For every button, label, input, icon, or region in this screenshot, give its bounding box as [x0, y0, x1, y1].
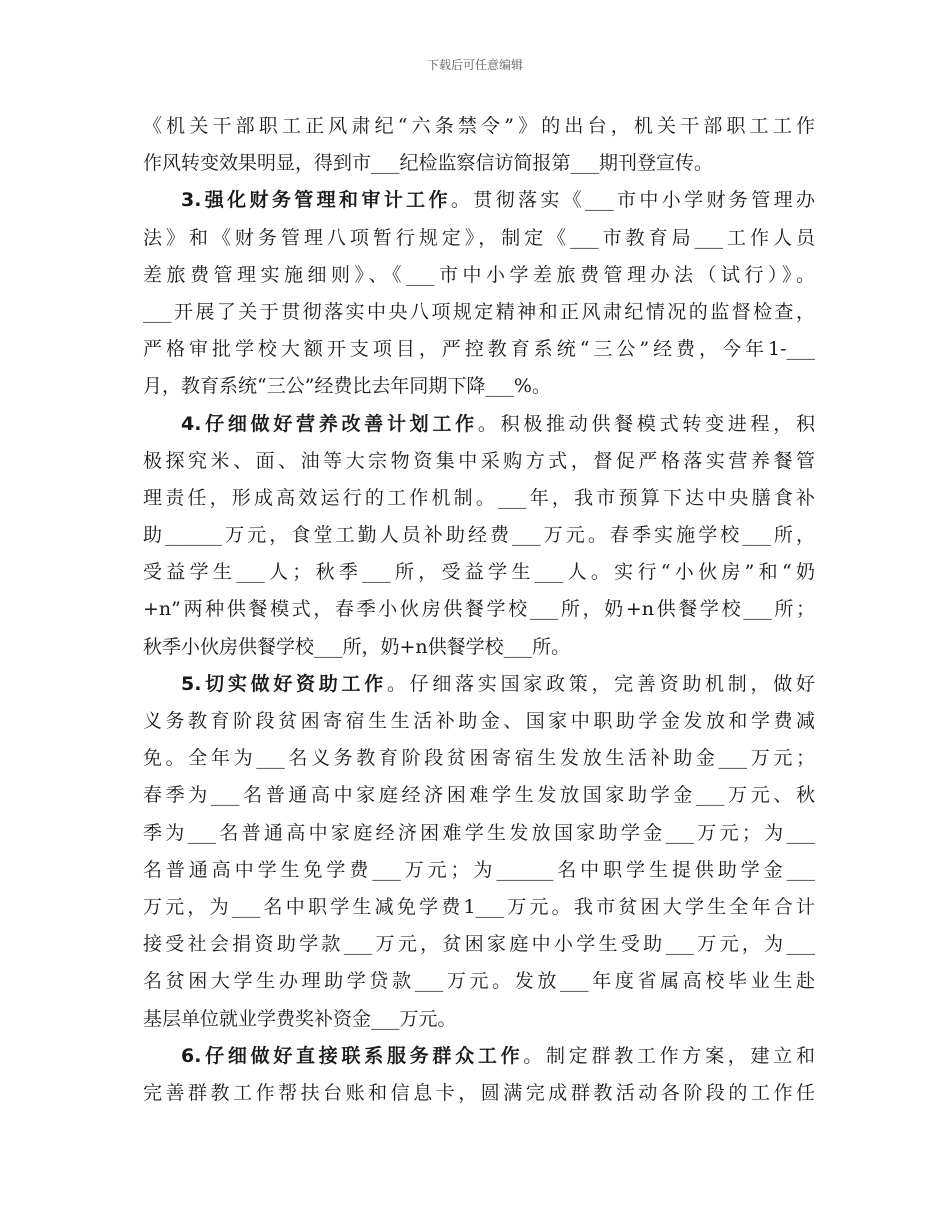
section-heading-line	[143, 182, 815, 219]
section-heading: 4.仔细做好营养改善计划工作	[181, 412, 478, 435]
text-line	[143, 145, 815, 182]
text-line	[143, 108, 815, 145]
line-text: 严格审批学校大额开支项目，严控教育系统“三公”经费，今年1-___	[143, 338, 815, 361]
line-text: 法》和《财务管理八项暂行规定》，制定《___市教育局___工作人员	[143, 226, 815, 249]
text-line	[143, 703, 815, 740]
text-line	[143, 554, 815, 591]
line-text: 春季为___名普通高中家庭经济困难学生发放国家助学金___万元、秋	[143, 784, 815, 807]
text-line	[143, 629, 815, 666]
page-header: 下载后可任意编辑	[426, 58, 523, 72]
text-line	[143, 443, 815, 480]
line-text: 免。全年为___名义务教育阶段贫困寄宿生发放生活补助金___万元；	[143, 747, 815, 770]
section-heading: 3.强化财务管理和审计工作	[181, 189, 451, 212]
line-text: +n”两种供餐模式，春季小伙房供餐学校___所，奶+n供餐学校___所；	[143, 598, 815, 621]
line-text: 。仔细落实国家政策，完善资助机制，做好	[386, 672, 815, 695]
text-line	[143, 220, 815, 257]
line-text: 名贫困大学生办理助学贷款___万元。发放___年度省属高校毕业生赴	[143, 970, 815, 993]
document-body	[143, 108, 815, 1112]
line-text: 万元，为___名中职学生减免学费1___万元。我市贫困大学生全年合计	[143, 895, 815, 918]
line-text: 接受社会捐资助学款___万元，贫困家庭中小学生受助___万元，为___	[143, 933, 815, 956]
section-heading: 6.仔细做好直接联系服务群众工作	[181, 1044, 524, 1067]
text-line	[143, 368, 815, 405]
text-line	[143, 1075, 815, 1112]
text-line	[143, 815, 815, 852]
line-text: 理责任，形成高效运行的工作机制。___年，我市预算下达中央膳食补	[143, 486, 815, 509]
section-heading-line	[143, 406, 815, 443]
line-text: 名普通高中学生免学费___万元；为______名中职学生提供助学金___	[143, 858, 815, 881]
text-line	[143, 852, 815, 889]
line-text: 基层单位就业学费奖补资金___万元。	[143, 1007, 457, 1030]
text-line	[143, 777, 815, 814]
line-text: ___开展了关于贯彻落实中央八项规定精神和正风肃纪情况的监督检查，	[143, 300, 815, 323]
text-line	[143, 257, 815, 294]
line-text: 秋季小伙房供餐学校___所，奶+n供餐学校___所。	[143, 635, 571, 658]
line-text: 季为___名普通高中家庭经济困难学生发放国家助学金___万元；为___	[143, 821, 815, 844]
line-text: 受益学生___人；秋季___所，受益学生___人。实行“小伙房”和“奶	[143, 561, 815, 584]
line-text: 助______万元，食堂工勤人员补助经费___万元。春季实施学校___所，	[143, 524, 815, 547]
line-text: 。贯彻落实《___市中小学财务管理办	[450, 189, 815, 212]
line-text: 极探究米、面、油等大宗物资集中采购方式，督促严格落实营养餐管	[143, 449, 815, 472]
text-line	[143, 740, 815, 777]
text-line	[143, 294, 815, 331]
text-line	[143, 591, 815, 628]
text-line	[143, 926, 815, 963]
text-line	[143, 480, 815, 517]
text-line	[143, 889, 815, 926]
section-heading-line	[143, 666, 815, 703]
section-heading-line	[143, 1038, 815, 1075]
line-text: 月，教育系统“三公”经费比去年同期下降___%。	[143, 375, 551, 398]
text-line	[143, 517, 815, 554]
section-heading: 5.切实做好资助工作	[181, 672, 387, 695]
line-text: 差旅费管理实施细则》、《___市中小学差旅费管理办法（试行）》。	[143, 263, 815, 286]
line-text: 作风转变效果明显，得到市___纪检监察信访简报第___期刊登宣传。	[143, 152, 714, 175]
text-line	[143, 1001, 815, 1038]
line-text: 。积极推动供餐模式转变进程，积	[477, 412, 815, 435]
line-text: 义务教育阶段贫困寄宿生生活补助金、国家中职助学金发放和学费减	[143, 710, 815, 732]
line-text: 。制定群教工作方案，建立和	[523, 1044, 815, 1067]
line-text: 《机关干部职工正风肃纪“六条禁令”》的出台，机关干部职工工作	[143, 115, 815, 137]
text-line	[143, 331, 815, 368]
text-line	[143, 963, 815, 1000]
line-text: 完善群教工作帮扶台账和信息卡，圆满完成群教活动各阶段的工作任	[143, 1081, 815, 1104]
